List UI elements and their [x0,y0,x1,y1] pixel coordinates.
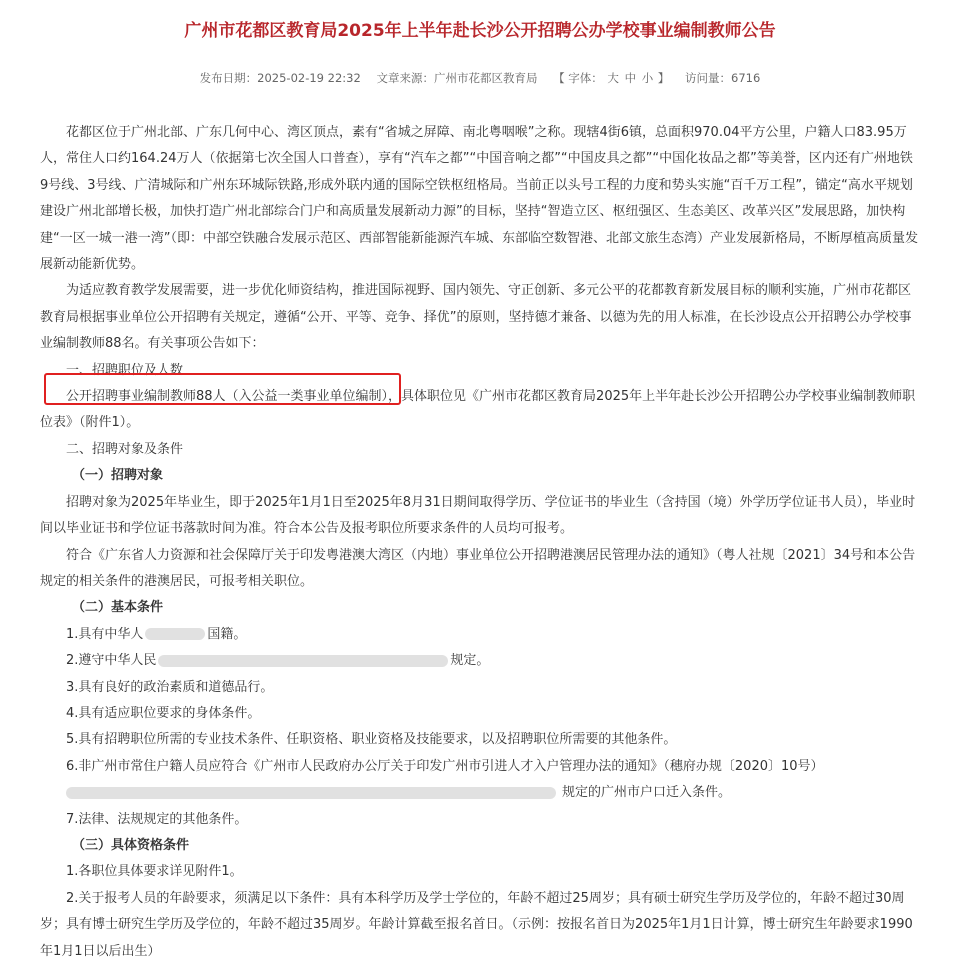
highlighted-positions-text: 公开招聘事业编制教师88人（入公益一类事业单位编制）， [66,389,402,405]
target-paragraph: 招聘对象为2025年毕业生，即于2025年1月1日至2025年8月31日期间取得学历、学位证书的毕业生（含持国（境）外学历学位证书人员），毕业时间以毕业证书和学位证书落款时间为准。符合本公告及报考职位所要求条件的人员均可报考。 [40,494,916,537]
condition-item: 4.具有适应职位要求的身体条件。 [66,705,261,721]
qualification-item: 2.关于报考人员的年龄要求，须满足以下条件：具有本科学历及学士学位的，年龄不超过25周岁；具有硕士研究生学历及学位的，年龄不超过30周岁；具有博士研究生学历及学位的，年龄不超过35周岁。年龄计算截至报名首日。（示例：按报名首日为2025年1月1日计算，博士研究生年龄要求1990年1月1日以后出生） [40,890,913,959]
font-size-switcher [553,71,673,85]
article-body [40,120,920,965]
subheading-basic-conditions: （二）基本条件 [72,600,164,616]
font-size-large-link[interactable]: 大 [607,71,619,85]
font-size-close: 】 [657,71,670,85]
redacted-blur [145,628,205,640]
font-size-label: 【 字体： [553,71,603,85]
condition-item: 5.具有招聘职位所需的专业技术条件、任职资格、职业资格及技能要求，以及招聘职位所需要的其他条件。 [66,732,677,748]
redacted-blur [66,787,556,799]
subheading-specific-qualifications: （三）具体资格条件 [72,837,190,853]
condition-item: 6.非广州市常住户籍人员应符合《广州市人民政府办公厅关于印发广州市引进人才入户管理办法的通知》（穗府办规〔2020〕10号） [66,758,824,774]
section-heading-positions: 一、招聘职位及人数 [66,362,184,378]
hk-macao-paragraph: 符合《广东省人力资源和社会保障厅关于印发粤港澳大湾区（内地）事业单位公开招聘港澳居民管理办法的通知》（粤人社规〔2021〕34号和本公告规定的相关条件的港澳居民，可报考相关职位。 [40,547,916,589]
section-heading-eligibility: 二、招聘对象及条件 [66,441,184,457]
font-size-medium-link[interactable]: 中 [624,71,637,85]
qualification-item: 1.各职位具体要求详见附件1。 [66,864,243,880]
condition-item: 3.具有良好的政治素质和道德品行。 [66,679,274,695]
font-size-small-link[interactable]: 小 [641,71,654,85]
view-count: 访问量：6716 [685,71,761,85]
condition-text: 2.遵守中华人民 [66,653,157,669]
condition-tail: 规定。 [450,653,490,669]
article-source: 文章来源：广州市花都区教育局 [376,71,538,85]
subheading-recruitment-target: （一）招聘对象 [72,468,164,484]
condition-continuation [40,780,920,806]
article-meta [0,70,960,86]
intro-paragraph: 花都区位于广州北部、广东几何中心、湾区顶点，素有“省城之屏障、南北粤咽喉”之称。现辖4街6镇，总面积970.04平方公里，户籍人口83.95万人，常住人口约164.24万人（依据第七次全国人口普查），享有“汽车之都”“中国音响之都”“中国皮具之都”“中国化妆品之都”等美誉，区内还有广州地铁9号线、3号线、广清城际和广州东环城际铁路,形成外联内通的国际空铁枢纽格局。当前正以头号工程的力度和势头实施“百千万工程”，锚定“高水平规划建设广州北部增长极，加快打造广州北部综合门户和高质量发展新动力源”的目标，坚持“智造立区、枢纽强区、生态美区、改革兴区”发展思路，加快构建“一区一城一港一湾”（即：中部空铁融合发展示范区、西部智能新能源汽车城、东部临空数智港、北部文旅生态湾）产业发展新格局，不断厚植高质量发展新动能新优势。 [40,125,918,273]
condition-item [40,648,920,674]
article-title: 广州市花都区教育局2025年上半年赴长沙公开招聘公办学校事业编制教师公告 [184,21,776,41]
condition-tail: 国籍。 [207,626,247,642]
condition-item [40,622,920,648]
publish-date: 发布日期：2025-02-19 22:32 [199,71,361,85]
condition-text: 1.具有中华人 [66,626,144,642]
positions-paragraph [40,384,920,437]
purpose-paragraph: 为适应教育教学发展需要，进一步优化师资结构，推进国际视野、国内领先、守正创新、多元公平的花都教育新发展目标的顺利实施，广州市花都区教育局根据事业单位公开招聘有关规定，遵循“公开、平等、竞争、择优”的原则，坚持德才兼备、以德为先的用人标准，在长沙设点公开招聘公办学校事业编制教师88名。有关事项公告如下： [40,283,912,352]
condition-tail: 规定的广州市户口迁入条件。 [562,785,732,801]
redacted-blur [158,655,448,667]
positions-detail-text: 具体职位见《广州市花都区教育局2025年上半年赴长沙公开招聘公办学校事业编制教师职位表》（附件1）。 [40,389,916,431]
condition-item: 7.法律、法规规定的其他条件。 [66,811,248,827]
